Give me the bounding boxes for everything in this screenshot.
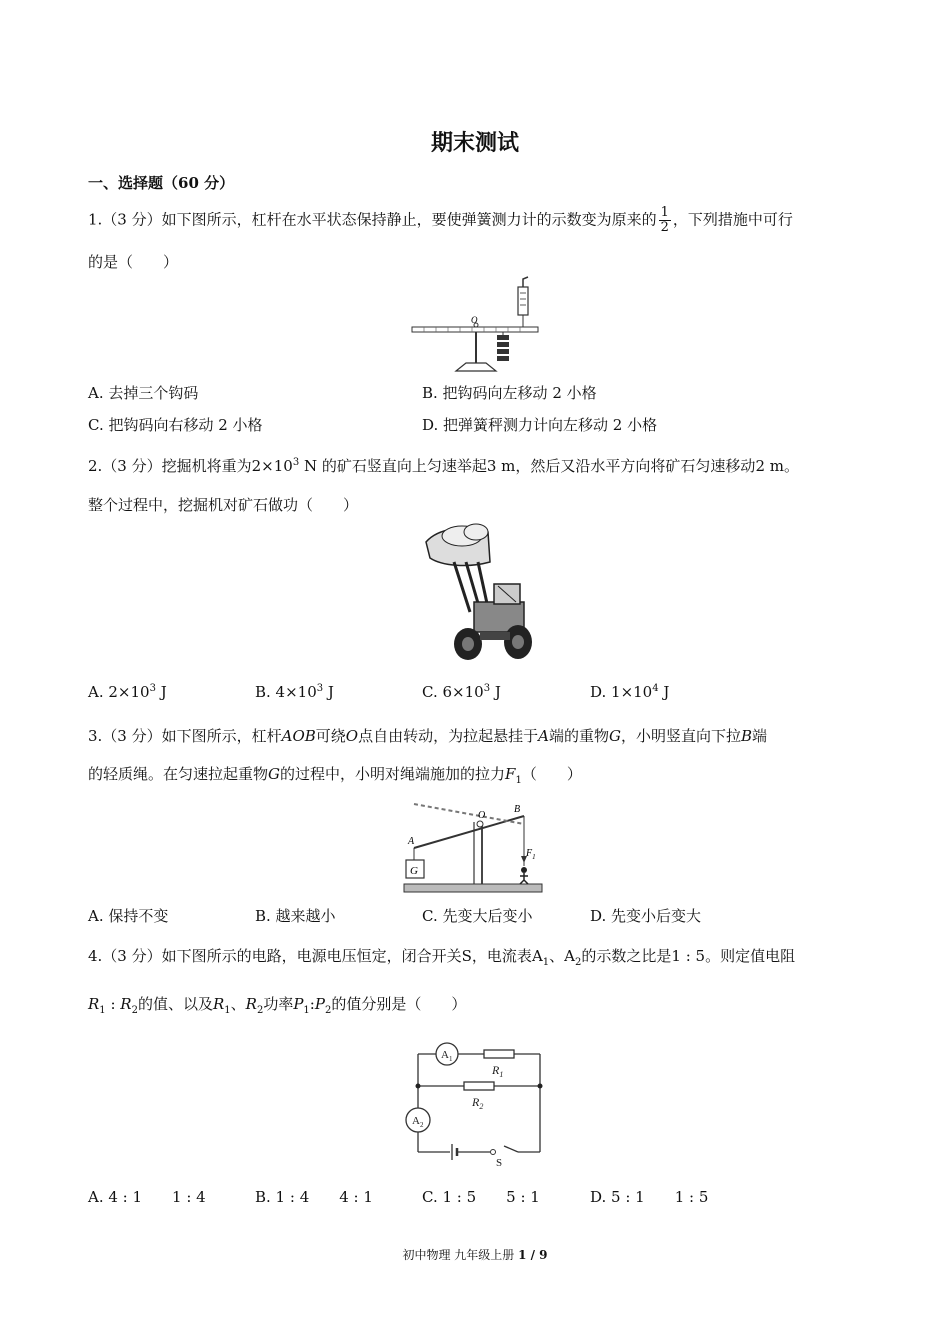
q3-pivot: O [345,727,359,745]
q2-option-b[interactable] [255,683,334,701]
q4-fig-r2-sub: 2 [479,1102,484,1111]
q4-r2-sub: 2 [131,1005,138,1016]
q3-text-d: 端的重物 [548,727,609,745]
q4-fig-a1-sub: 1 [448,1055,453,1063]
option-unit: J [658,683,670,701]
option-unit: J [490,683,501,701]
q4-switch: S [461,947,472,965]
q3-fig-f [525,848,536,861]
q3-lever-figure [400,800,550,896]
q3-force-sub: 1 [515,775,522,786]
q3-text-b: 可绕 [315,727,346,745]
q1-option-c[interactable]: C. 把钩码向右移动 2 小格 [88,416,263,434]
q4-fig-a1 [441,1049,453,1063]
q2-excavator-figure [418,522,538,664]
q4-fig-a2 [412,1115,424,1129]
fraction-denominator: 2 [660,220,669,235]
q1-lever-figure [410,275,550,375]
q4-r2b-sub: 2 [256,1005,264,1016]
q1-option-b[interactable]: B. 把钩码向左移动 2 小格 [422,384,597,402]
q1-text-b: ，下列措施中可行 [672,210,793,229]
q4-p2-sub: 2 [324,1005,332,1016]
q2-line1 [88,452,799,477]
q1-label-o: O [471,315,478,325]
q4-sep: 、 [549,947,565,965]
q1-option-d[interactable]: D. 把弹簧秤测力计向左移动 2 小格 [422,416,658,434]
q4-r1b-sub: 1 [224,1005,231,1016]
q4-colon2: : [309,995,315,1013]
footer-text: 初中物理 九年级上册 [402,1248,519,1262]
q2-option-d[interactable] [590,683,669,701]
q3-option-c[interactable]: C. 先变大后变小 [422,907,533,925]
option-exp: 3 [316,683,324,694]
option-label: A. 2×10 [88,683,150,701]
q4-text-a: 4.（3 分）如下图所示的电路，电源电压恒定，闭合开关 [88,947,462,965]
option-label: C. 6×10 [422,683,484,701]
q4-ratio: 1 : 5 [671,947,706,965]
q3-weight-2: G [268,765,280,783]
q4-text-c: 的示数之比是 [581,947,672,965]
q2-text-b: N 的矿石竖直向上匀速举起 [299,457,487,475]
q4-r1-sub: 1 [99,1005,106,1016]
q3-lever: AOB [281,727,316,745]
q4-circuit-figure [400,1040,550,1170]
q2-distance: 2 m [755,457,784,475]
q4-fig-r1 [491,1063,503,1079]
q4-p1: P [293,995,304,1013]
q2-text-c: ，然后又沿水平方向将矿石匀速移动 [515,457,756,475]
q3-text-g: 的轻质绳。在匀速拉起重物 [88,765,269,783]
q4-option-b[interactable]: B. 1 : 4 4 : 1 [255,1188,373,1206]
page-footer [0,1246,950,1263]
q3-text-f: 端 [752,727,768,745]
q4-r1b: R [212,995,225,1013]
q4-fig-a1-main: A [441,1049,449,1061]
q4-fig-a2-main: A [412,1115,420,1127]
q2-line2: 整个过程中，挖掘机对矿石做功（ ） [88,496,359,514]
q3-weight: G [608,727,621,745]
q2-text-d: 。 [783,457,799,475]
q4-fig-r1-main: R [492,1063,500,1077]
q1-fraction [659,206,671,235]
q4-p2: P [314,995,325,1013]
q3-fig-o: O [478,810,486,821]
q4-a2-sub: 2 [575,957,582,968]
page-title: 期末测试 [430,130,519,156]
q4-sep2: 、 [230,995,246,1013]
q3-line2 [88,763,582,792]
q4-r2: R [120,995,132,1013]
q4-text-d: 。则定值电阻 [705,947,796,965]
q4-r2b: R [245,995,257,1013]
q1-line2: 的是（ ） [88,253,179,271]
q4-a2: A [564,947,576,965]
q4-text-f: 功率 [263,995,294,1013]
q4-fig-r1-sub: 1 [499,1070,504,1079]
q4-option-d[interactable]: D. 5 : 1 1 : 5 [590,1188,709,1206]
q3-option-a[interactable]: A. 保持不变 [88,907,169,925]
q3-fig-g: G [410,865,418,877]
q1-line1 [88,206,793,235]
q4-option-a[interactable]: A. 4 : 1 1 : 4 [88,1188,206,1206]
q3-fig-a: A [408,836,415,847]
option-label: B. 4×10 [255,683,317,701]
q3-text-i: （ ） [521,765,582,783]
q4-fig-a2-sub: 2 [419,1121,424,1129]
q4-text-e: 的值、以及 [137,995,213,1013]
q4-colon: : [105,995,121,1013]
q3-text-c: 点自由转动，为拉起悬挂于 [358,727,539,745]
q3-fig-f-main: F [526,848,533,859]
q2-weight: 2×10 [251,457,293,475]
q4-text-b: ，电流表 [471,947,532,965]
q4-p1-sub: 1 [303,1005,310,1016]
q1-text-a: 1.（3 分）如下图所示，杠杆在水平状态保持静止，要使弹簧测力计的示数变为原来的 [88,210,657,229]
q4-option-c[interactable]: C. 1 : 5 5 : 1 [422,1188,540,1206]
q2-weight-exp: 3 [292,457,300,468]
q3-line1 [88,725,767,747]
option-exp: 3 [483,683,491,694]
q3-text-e: ，小明竖直向下拉 [620,727,741,745]
option-unit: J [155,683,167,701]
page-number: 1 / 9 [518,1248,548,1262]
q2-height: 3 m [486,457,516,475]
option-exp: 4 [652,683,659,694]
q3-option-b[interactable]: B. 越来越小 [255,907,336,925]
q3-text-h: 的过程中，小明对绳端施加的拉力 [280,765,506,783]
q4-fig-s: S [496,1157,503,1169]
q4-line1 [88,945,795,974]
option-unit: J [323,683,334,701]
q4-r1: R [88,995,100,1013]
q2-text-a: 2.（3 分）挖掘机将重为 [88,457,252,475]
option-label: D. 1×10 [590,683,653,701]
fraction-numerator: 1 [660,205,669,220]
q4-a1-sub: 1 [542,957,550,968]
q3-text-a: 3.（3 分）如下图所示，杠杆 [88,727,282,745]
q3-force: F [505,765,516,783]
q2-option-c[interactable] [422,683,501,701]
q4-fig-r2 [471,1095,483,1111]
q4-text-g: 的值分别是（ ） [331,995,467,1013]
q4-a1: A [531,947,543,965]
section-heading: 一、选择题（60 分） [88,174,235,192]
q3-fig-b: B [514,804,521,815]
q4-line2 [88,993,466,1022]
q3-end-b: B [740,727,753,745]
q3-option-d[interactable]: D. 先变小后变大 [590,907,702,925]
q2-option-a[interactable] [88,683,167,701]
q3-fig-f-sub: 1 [532,853,536,861]
option-exp: 3 [149,683,156,694]
q3-end-a: A [538,727,549,745]
q4-fig-r2-main: R [472,1095,480,1109]
q1-option-a[interactable]: A. 去掉三个钩码 [88,384,199,402]
